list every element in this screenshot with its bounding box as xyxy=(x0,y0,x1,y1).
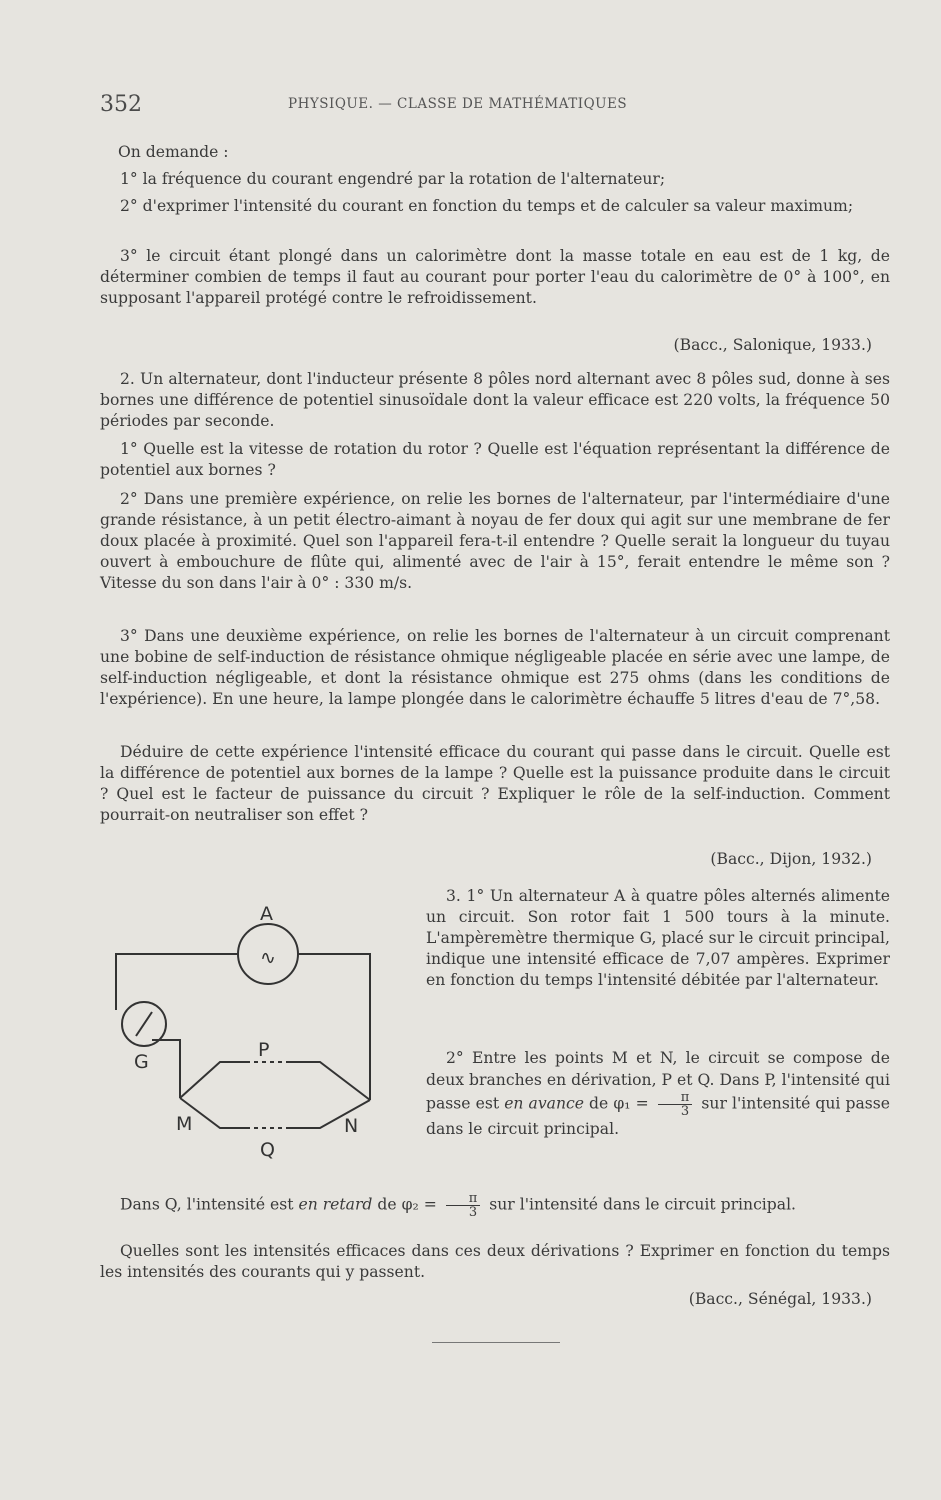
source-senegal: (Bacc., Sénégal, 1933.) xyxy=(688,1290,872,1308)
q3-en-retard: en retard xyxy=(298,1195,373,1214)
circuit-diagram xyxy=(100,890,390,1161)
q2-text-start: 2° Entre les points M et N, le circuit se compose de deux branches en dérivation, P et Q. Dans P, l'intensité qui passe est xyxy=(426,1049,890,1113)
on-demande: On demande : xyxy=(118,143,229,161)
q2-text-end: sur l'intensité qui passe dans le circuit principal. xyxy=(426,1094,891,1138)
question-1: 1° la fréquence du courant engendré par la rotation de l'alternateur; xyxy=(120,170,666,188)
q3-text-start: Dans Q, l'intensité est xyxy=(120,1195,294,1214)
problem-2-deduire: Déduire de cette expérience l'intensité efficace du courant qui passe dans le circuit. Quelle est la différence de potentiel aux bornes de la lampe ? Quelle est la puissance produite dans le circuit ? Quel est le facteur de puissance du circuit ? Expliquer le rôle de la self-induction. Comment pourrait-on neutraliser son effet ? xyxy=(100,743,890,824)
problem-2-q3: 3° Dans une deuxième expérience, on relie les bornes de l'alternateur à un circuit comprenant une bobine de self-induction de résistance ohmique négligeable placée en série avec une lampe, de self-induction négligeable, et dont la résistance ohmique est 275 ohms (dans les conditions de l'expérience). En une heure, la lampe plongée dans le calorimètre échauffe 5 litres d'eau de 7°,58. xyxy=(100,627,890,708)
fraction-denominator-b: 3 xyxy=(468,1205,478,1220)
fraction-numerator: π xyxy=(658,1091,693,1105)
label-m: M xyxy=(176,1113,193,1135)
problem-2-q2: 2° Dans une première expérience, on relie les bornes de l'alternateur, par l'intermédiaire d'une grande résistance, à un petit électro-aimant à noyau de fer doux qui agit sur une membrane de fer doux placée à proximité. Quel son l'appareil fera-t-il entendre ? Quelle serait la longueur du tuyau ouvert à embouchure de flûte qui, alimenté avec de l'air à 15°, ferait entendre le même son ? Vitesse du son dans l'air à 0° : 330 m/s. xyxy=(100,490,890,592)
problem-3-q1: 3. 1° Un alternateur A à quatre pôles alternés alimente un circuit. Son rotor fait 1 500 tours à la minute. L'ampèremètre thermique G, placé sur le circuit principal, indique une intensité efficace de 7,07 ampères. Exprimer en fonction du temps l'intensité débitée par l'alternateur. xyxy=(426,887,890,989)
problem-3-q-dephasage xyxy=(100,1192,890,1219)
page-number: 352 xyxy=(100,92,142,117)
problem-3-q-final: Quelles sont les intensités efficaces dans ces deux dérivations ? Exprimer en fonction du temps les intensités des courants qui y passent. xyxy=(100,1242,890,1281)
problem-2-q1: 1° Quelle est la vitesse de rotation du rotor ? Quelle est l'équation représentant la différence de potentiel aux bornes ? xyxy=(100,440,890,479)
phi1-symbol: φ₁ = xyxy=(613,1094,649,1113)
branch-p-left xyxy=(180,1062,246,1098)
problem-2-statement: 2. Un alternateur, dont l'inducteur présente 8 pôles nord alternant avec 8 pôles sud, donne à ses bornes une différence de potentiel sinusoïdale dont la valeur efficace est 220 volts, la fréquence 50 périodes par seconde. xyxy=(100,370,890,430)
problem-3-q2 xyxy=(426,1047,890,1140)
wire-left xyxy=(116,954,238,1010)
fraction-denominator: 3 xyxy=(680,1104,690,1119)
q2-en-avance: en avance xyxy=(504,1094,584,1113)
source-dijon: (Bacc., Dijon, 1932.) xyxy=(710,850,872,868)
wire-ammeter xyxy=(152,1040,180,1098)
end-rule xyxy=(432,1342,560,1343)
phi2-symbol: φ₂ = xyxy=(401,1195,437,1214)
ac-symbol: ∿ xyxy=(260,947,276,969)
running-title: PHYSIQUE. — CLASSE DE MATHÉMATIQUES xyxy=(288,96,628,112)
ammeter-needle xyxy=(136,1012,152,1036)
fraction-pi-over-3-b xyxy=(446,1192,481,1219)
label-p: P xyxy=(258,1039,270,1061)
question-2: 2° d'exprimer l'intensité du courant en fonction du temps et de calculer sa valeur maximum; xyxy=(120,197,854,215)
source-salonique: (Bacc., Salonique, 1933.) xyxy=(673,336,872,354)
q2-de: de xyxy=(589,1094,609,1113)
fraction-numerator-b: π xyxy=(446,1192,481,1206)
q3-text-end: sur l'intensité dans le circuit principal. xyxy=(489,1195,797,1214)
q3-de: de xyxy=(377,1195,397,1214)
wire-right xyxy=(298,954,370,1100)
page-header xyxy=(100,92,890,118)
branch-p-right xyxy=(290,1062,370,1100)
question-3: 3° le circuit étant plongé dans un calorimètre dont la masse totale en eau est de 1 kg, de déterminer combien de temps il faut au courant pour porter l'eau du calorimètre de 0° à 100°, en supposant l'appareil protégé contre le refroidissement. xyxy=(100,247,890,307)
label-g: G xyxy=(134,1051,149,1073)
label-q: Q xyxy=(260,1139,275,1161)
fraction-pi-over-3 xyxy=(658,1091,693,1118)
label-a: A xyxy=(260,903,273,925)
label-n: N xyxy=(344,1115,359,1137)
